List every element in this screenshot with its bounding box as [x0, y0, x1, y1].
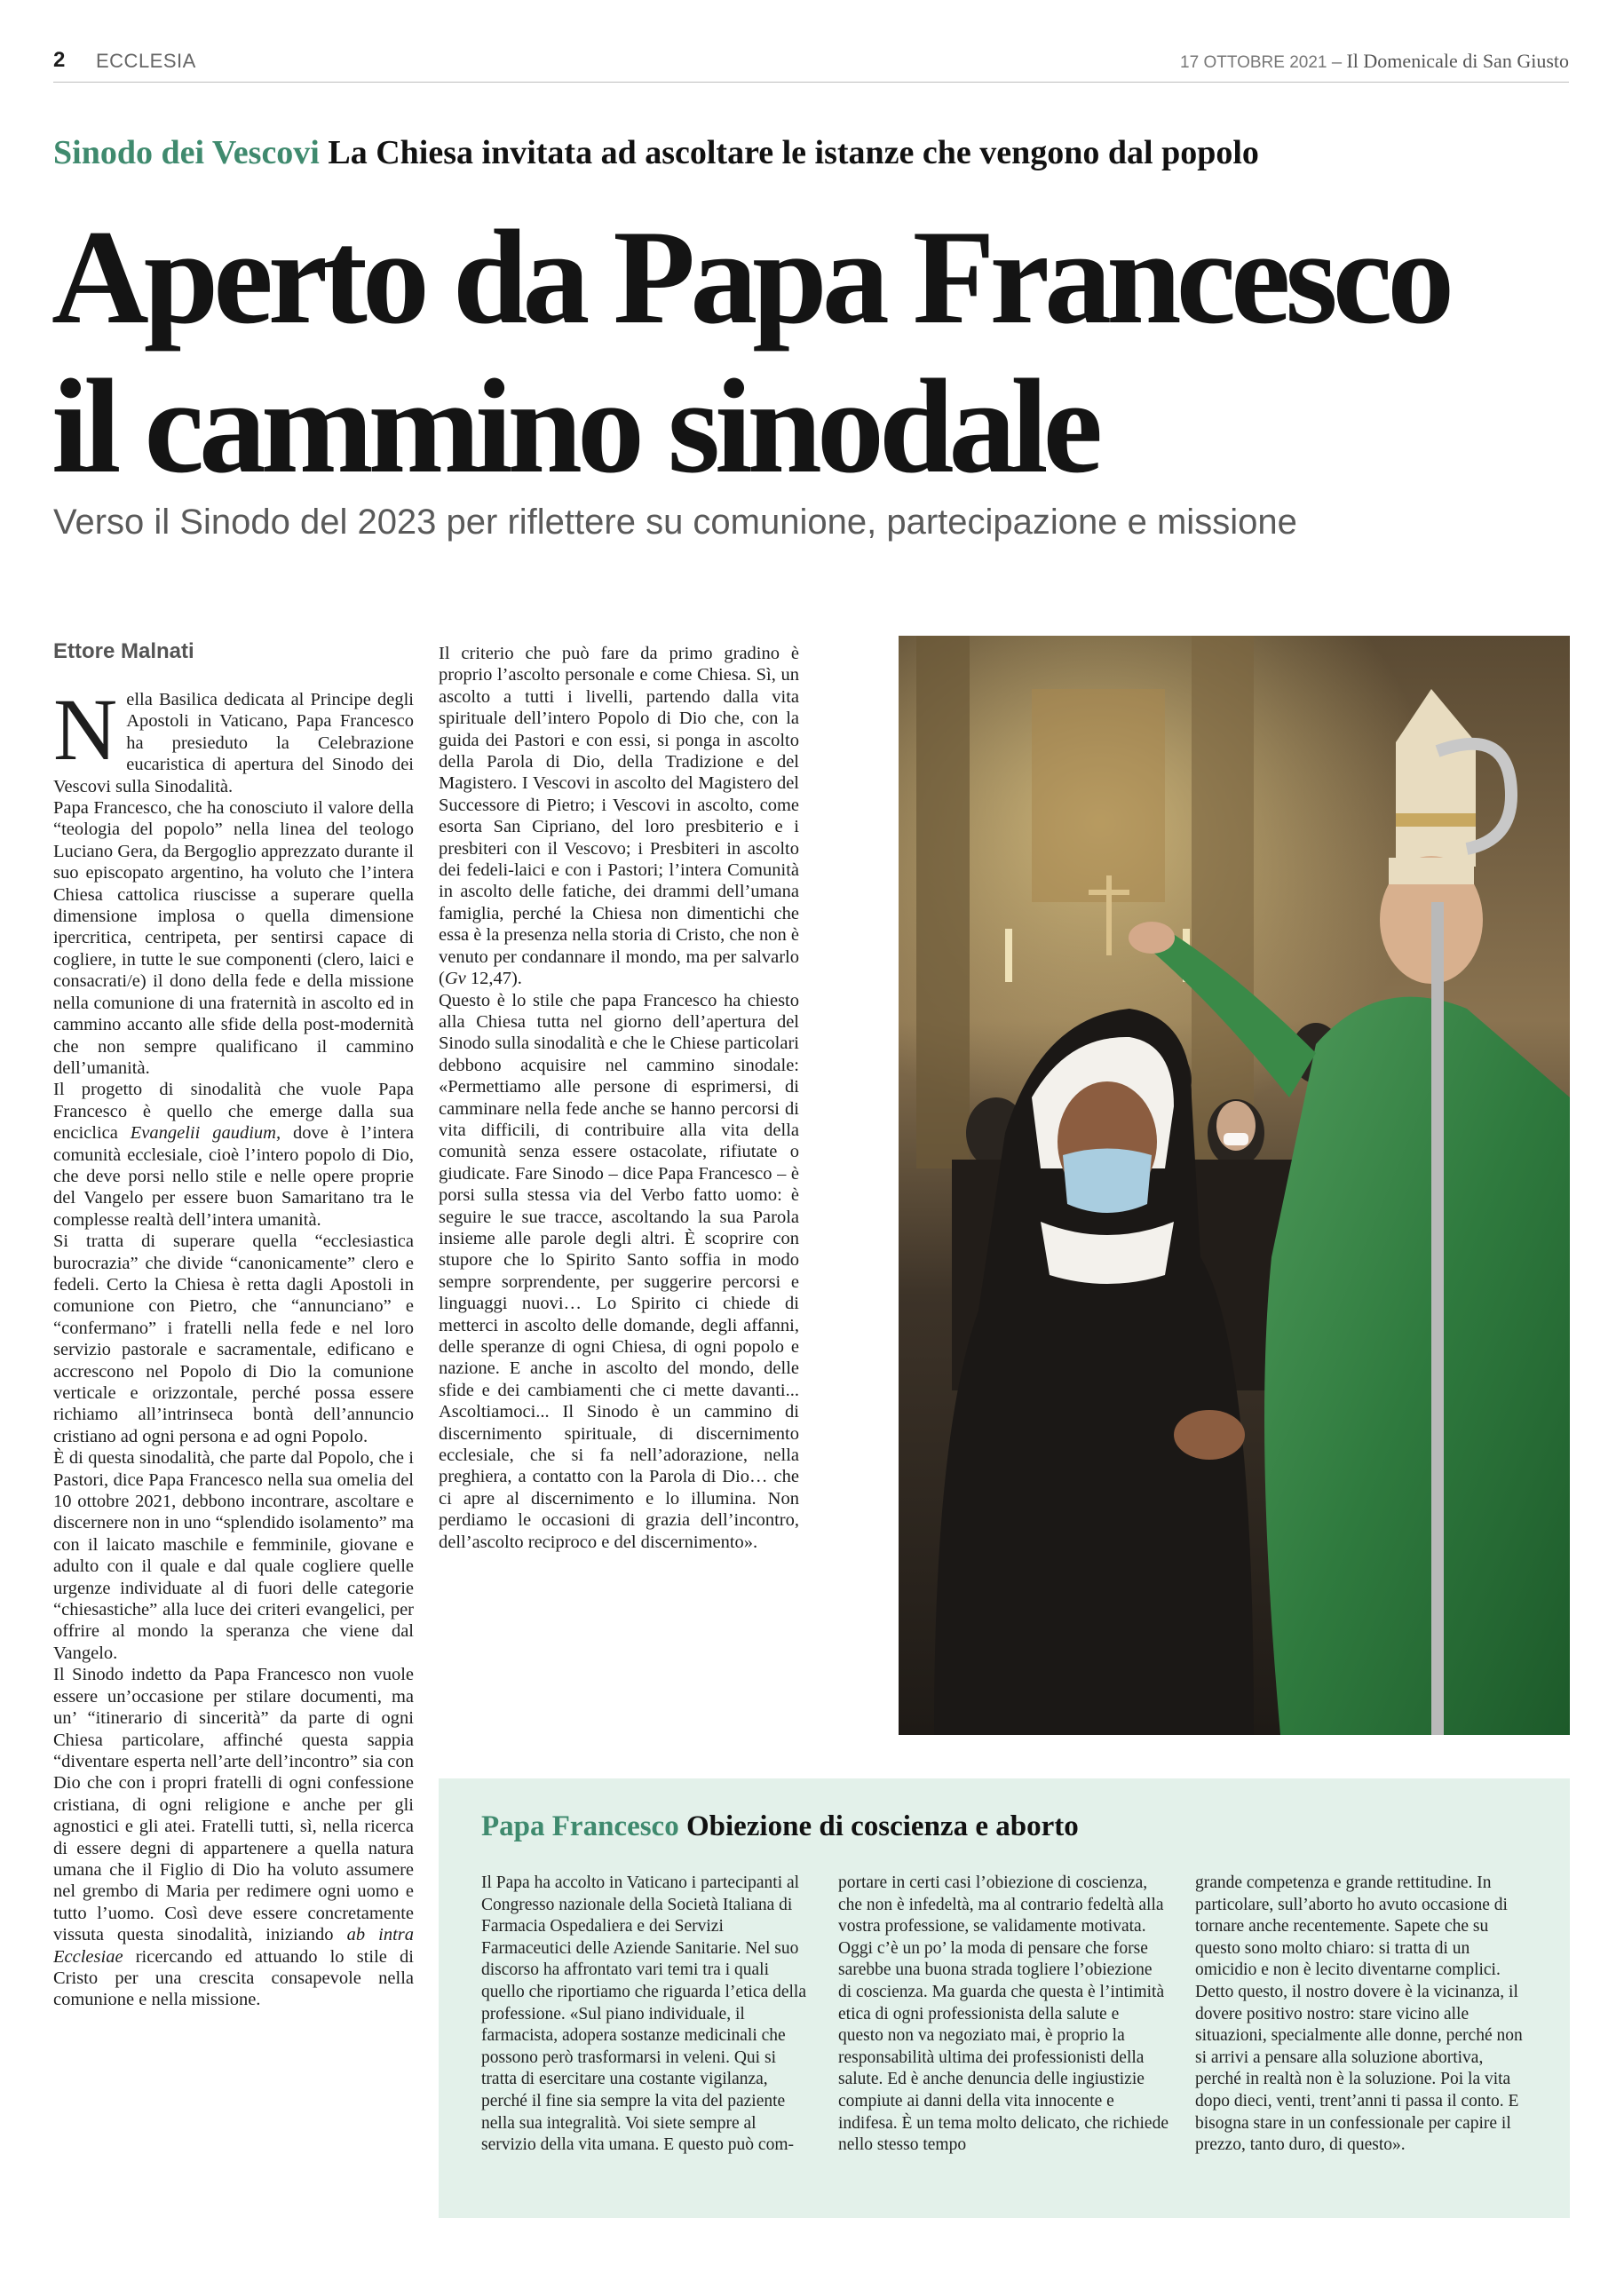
article-paragraph: Papa Francesco, che ha conosciuto il valore della “teologia del popolo” nella linea del teologo Luciano Gera, da Bergoglio apprezzato durante il suo episcopato argentino, ha voluto che l’intera Chiesa cattolica riuscisse a superare quella dimensione implosa o quella dimensione ipercritica, centripeta, per sentirsi capace di cogliere, in tutte le sue componenti (clero, laici e consacrati/e) il dono della fede e della missione nella comunione di una fraternità in ascolto ed in cammino accanto alle sfide della post-modernità che non sempre qualificano il cammino dell’umanità. [53, 798, 414, 1078]
box-topic: Papa Francesco [481, 1810, 679, 1842]
paragraph-text: Il criterio che può fare da primo gradino è proprio l’ascolto personale e come Chiesa. Sì, un ascolto a tutti i livelli, partendo dalla vita spirituale dell’intero Popolo di Dio che, con la guida dei Pastori e con essi, si ponga in ascolto della Parola di Dio, della Tradizione e del Magistero. I Vescovi in ascolto del Magistero del Successore di Pietro; i Vescovi in ascolto, come esorta San Cipriano, del loro presbiterio e i presbiteri con il Vescovo; i Presbiteri in ascolto dei fedeli-laici e con i Pastori; l’intera Comunità in ascolto delle fatiche, dei drammi dell’umana famiglia, perché la Chiesa non dimentichi che essa è la presenza nella storia di Cristo, che non è venuto per condannare il mondo, ma per salvarlo ( [439, 644, 799, 989]
headline-line-2: il cammino sinodale [51, 352, 1098, 501]
paragraph-text: Il progetto di sinodalità che vuole Papa Francesco è quello che emerge dalla sua enciclica [53, 1080, 414, 1144]
drop-cap: N [53, 689, 118, 779]
article-column-2 [439, 643, 799, 1723]
box-paragraph: Il Papa ha accolto in Vaticano i partecipanti al Congresso nazionale della Società Italiana di Farmacia Ospedaliera e dei Servizi Farmaceutici delle Aziende Sanitarie. Nel suo discorso ha affrontato vari temi tra i quali quello che riportiamo che riguarda l’etica della professione. «Sul piano individuale, il farmacista, adopera sostanze medicinali che possono però trasformarsi in veleni. Qui si tratta di esercitare una costante vigilanza, perché il fine sia sempre la vita del paziente nella sua integralità. Voi siete sempre al servizio della vita umana. E questo può com- [481, 1873, 806, 2155]
article-paragraph [53, 689, 414, 797]
photo-pope-blessing-nun [899, 636, 1570, 1735]
article-paragraph: Si tratta di superare quella “ecclesiastica burocrazia” che divide “canonicamente” clero e fedeli. Certo la Chiesa è retta dagli Apostoli in comunione con Pietro, che “annunciano” e “confermano” i fratelli nella fede e nel loro servizio pastorale e sacramentale, edificano e accrescono nel Popolo di Dio la comunione verticale e orizzontale, perché possa essere richiamo all’intrinseca bontà dell’annuncio cristiano ad ogni persona e ad ogni Popolo. [53, 1232, 414, 1446]
header-publication-info [1180, 50, 1569, 73]
box-paragraph: grande competenza e grande rettitudine. In particolare, sull’aborto ho avuto occasione di tornare anche recentemente. Sapete che su questo sono molto chiaro: si tratta di un omicidio e non è lecito diventarne complici. Detto questo, il nostro dovere è la vicinanza, il dovere positivo nostro: stare vicino alle situazioni, specialmente alle donne, perché non si arrivi a pensare alla soluzione abortiva, perché in realtà non è la soluzione. Poi la vita dopo dieci, venti, trent’anni ti passa il conto. E bisogna stare in un confessionale per capire il prezzo, tanto duro, di questo». [1195, 1873, 1523, 2155]
author-byline: Ettore Malnati [53, 639, 194, 663]
subheadline: Verso il Sinodo del 2023 per riflettere su comunione, partecipazione e missione [53, 503, 1297, 542]
kicker [53, 133, 1259, 172]
article-column-1 [53, 689, 414, 2234]
section-name: ECCLESIA [96, 50, 196, 72]
article-paragraph: Questo è lo stile che papa Francesco ha chiesto alla Chiesa tutta nel giorno dell’apertura del Sinodo sulla sinodalità e che le Chiese particolari debbono acquisire nel cammino sinodale: «Permettiamo alle persone di esprimersi, di camminare nella fede anche se hanno percorsi di vita difficili, di contribuire alla vita della comunità senza essere ostacolate, rifiutate o giudicate. Fare Sinodo – dice Papa Francesco – è porsi sulla stessa via del Verbo fatto uomo: è seguire le sue tracce, ascoltando la sua Parola insieme alle parole degli altri. È scoprire con stupore che lo Spirito Santo soffia in modo sempre sorprendente, per suggerire percorsi e linguaggi nuovi… Lo Spirito ci chiede di metterci in ascolto delle domande, degli affanni, delle speranze di ogni Chiesa, di ogni popolo e nazione. E anche in ascolto del mondo, delle sfide e dei cambiamenti che ci mette davanti... Ascoltiamoci... Il Sinodo è un cammino di discernimento spirituale, di discernimento ecclesiale, che si fa nell’adorazione, nella preghiera, a contatto con la Parola di Dio… che ci apre al discernimento e lo illumina. Non perdiamo le occasioni di grazia dell’incontro, dell’ascolto reciproco e del discernimento». [439, 990, 799, 1552]
latin-phrase: ab intra Ecclesiae [53, 1925, 414, 1967]
paragraph-text: dove è l’intera comunità ecclesiale, cioè l’intero popolo di Dio, che deve porsi nello stile e nelle opere proprie del Vangelo per essere buon Samaritano tra le complesse realtà dell’intera umanità. [53, 1123, 414, 1230]
box-paragraph: portare in certi casi l’obiezione di coscienza, che non è infedeltà, ma al contrario fedeltà alla vostra professione, se validamente motivata. Oggi c’è un po’ la moda di pensare che forse sarebbe una buona strada togliere l’obiezione di coscienza. Ma guarda che questa è l’intimità etica di ogni professionista della salute e questo non va negoziato mai, è proprio la responsabilità ultima dei professionisti della salute. Ed è anche denuncia delle ingiustizie compiute ai danni della vita innocente e indifesa. È un tema molto delicato, che richiede nello stesso tempo [838, 1873, 1168, 2155]
paragraph-text: 12,47). [465, 969, 522, 989]
kicker-text: La Chiesa invitata ad ascoltare le istanze che vengono dal popolo [328, 134, 1259, 171]
article-paragraph [53, 1079, 414, 1231]
box-column-3 [1195, 1873, 1525, 2210]
page-number: 2 [53, 48, 66, 72]
kicker-topic: Sinodo dei Vescovi [53, 134, 320, 171]
paragraph-text: ricercando ed attuando lo stile di Cristo per una crescita consapevole nella comunione e nella missione. [53, 1946, 414, 2010]
headline-line-1: Aperto da Papa Francesco [51, 202, 1450, 352]
issue-date: 17 OTTOBRE 2021 [1180, 53, 1327, 72]
box-column-1 [481, 1873, 812, 2210]
box-heading [481, 1810, 1079, 1843]
page-header [53, 46, 1569, 83]
box-column-2 [838, 1873, 1168, 2210]
paragraph-text: Il Sinodo indetto da Papa Francesco non vuole essere un’occasione per stilare documenti, ma un’ “itinerario di sincerità” da parte di ogni Chiesa particolare, affinché questa sappia “diventare esperta nell’arte dell’incontro” sia con Dio che con i propri fratelli di ogni confessione cristiana, di ogni religione e anche per gli agnostici e gli atei. Fratelli tutti, sì, nella ricerca di essere degni di appartenere a quella natura umana che il Figlio di Dio ha voluto assumere nel grembo di Maria per redimere ogni uomo e tutto l’uomo. Così deve essere concretamente vissuta questa sinodalità, iniziando [53, 1665, 414, 1945]
box-title: Obiezione di coscienza e aborto [685, 1810, 1079, 1842]
headline [51, 202, 1579, 501]
article-paragraph: È di questa sinodalità, che parte dal Popolo, che i Pastori, dice Papa Francesco nella sua omelia del 10 ottobre 2021, debbono incontrare, ascoltare e discernere non in uno “splendido isolamento” ma con il laicato maschile e femminile, giovane e adulto con il quale e dal quale cogliere quelle urgenze individuate al di fuori delle categorie “chiesastiche” alla luce dei criteri evangelici, per offrire al mondo la speranza che viene dal Vangelo. [53, 1448, 414, 1663]
encyclical-title: Evangelii gaudium, [130, 1123, 281, 1144]
header-separator: – [1327, 50, 1347, 72]
article-photo [899, 636, 1570, 1735]
publication-name: Il Domenicale di San Giusto [1346, 50, 1569, 72]
bible-reference: Gv [444, 969, 466, 989]
paragraph-text: ella Basilica dedicata al Principe degli Apostoli in Vaticano, Papa Francesco ha presieduto la Celebrazione eucaristica di apertura del Sinodo dei Vescovi sulla Sinodalità. [53, 690, 414, 796]
sidebar-box [439, 1778, 1570, 2218]
article-paragraph [439, 643, 799, 990]
article-paragraph [53, 1664, 414, 2011]
